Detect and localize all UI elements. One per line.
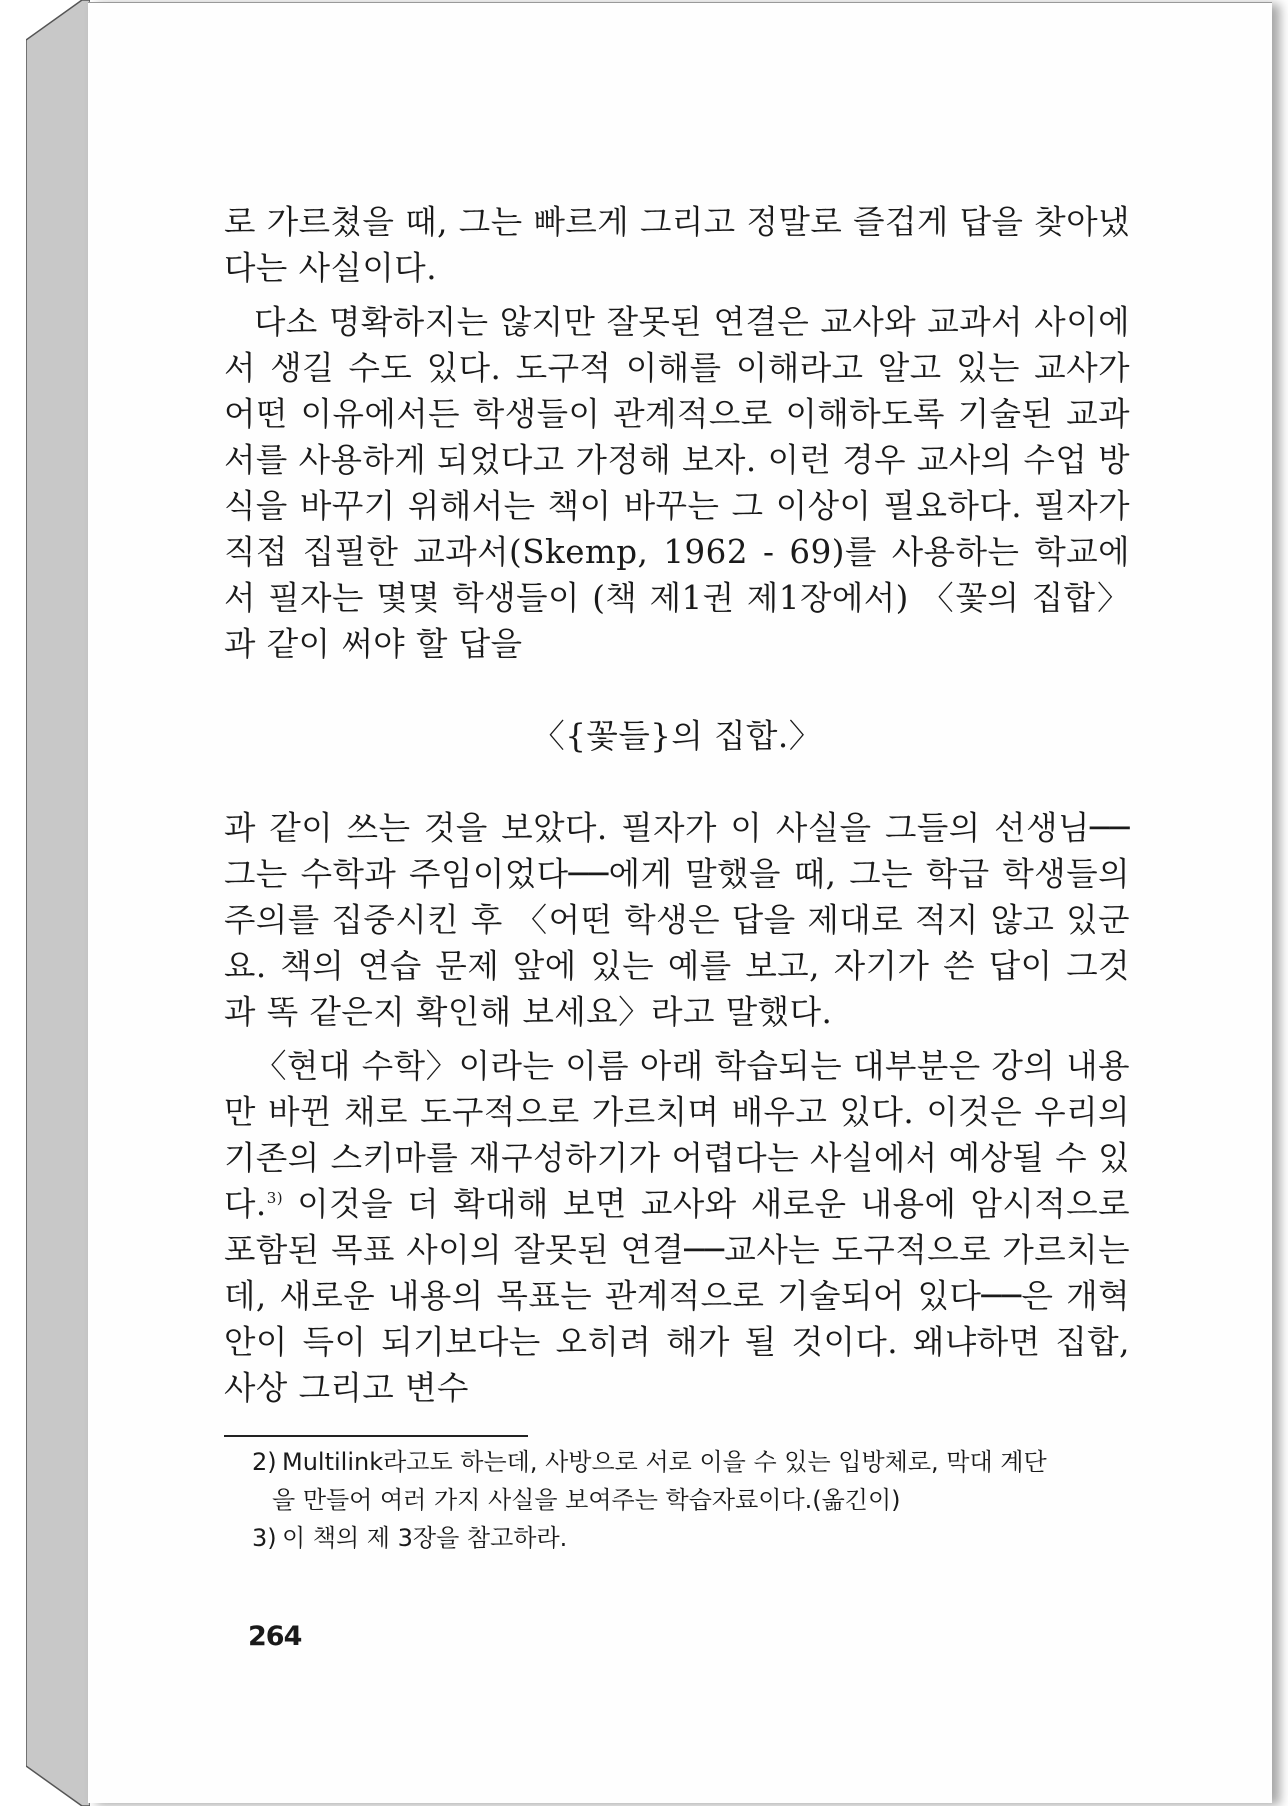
paragraph-3: 과 같이 쓰는 것을 보았다. 필자가 이 사실을 그들의 선생님──그는 수학과 주임이었다──에게 말했을 때, 그는 학급 학생들의 주의를 집중시킨 후 〈어떤 학생은 답을 제대로 적지 않고 있군요. 책의 연습 문제 앞에 있는 예를 보고, 자기가 쓴 답이 그것과 똑 같은지 확인해 보세요〉라고 말했다. xyxy=(224,809,1130,1031)
footnote-text: 이 책의 제 3장을 참고하라. xyxy=(282,1524,568,1552)
footnote-ref-3: 3) xyxy=(266,1189,284,1208)
paragraph-4-part-b: 이것을 더 확대해 보면 교사와 새로운 내용에 암시적으로 포함된 목표 사이의 잘못된 연결──교사는 도구적으로 가르치는데, 새로운 내용의 목표는 관계적으로 기술되어 있다──은 개혁안이 득이 되기보다는 오히려 해가 될 것이다. 왜냐하면 집합, 사상 그리고 변수 xyxy=(224,1185,1130,1407)
centered-example: 〈{꽃들}의 집합.〉 xyxy=(532,717,822,755)
paragraph-2: 다소 명확하지는 않지만 잘못된 연결은 교사와 교과서 사이에서 생길 수도 있다. 도구적 이해를 이해라고 알고 있는 교사가 어떤 이유에서든 학생들이 관계적으로 이해하도록 기술된 교과서를 사용하게 되었다고 가정해 보자. 이런 경우 교사의 수업 방식을 바꾸기 위해서는 책이 바꾸는 그 이상이 필요하다. 필자가 직접 집필한 교과서(Skemp, 1962 - 69)를 사용하는 학교에서 필자는 몇몇 학생들이 (책 제1권 제1장에서) 〈꽃의 집합〉과 같이 써야 할 답을 xyxy=(224,303,1130,663)
paragraph-4 xyxy=(224,1043,1130,1411)
footnotes xyxy=(252,1443,1132,1557)
book-page xyxy=(88,2,1272,1803)
paragraph-4-part-a: 〈현대 수학〉이라는 이름 아래 학습되는 대부분은 강의 내용만 바뀐 채로 도구적으로 가르치며 배우고 있다. 이것은 우리의 기존의 스키마를 재구성하기가 어렵다는 사실에서 예상될 수 있다. xyxy=(224,1047,1130,1223)
footnote-number: 3) xyxy=(252,1524,277,1552)
book-spine xyxy=(26,0,90,1806)
footnote-3 xyxy=(252,1519,1132,1557)
footnote-text: Multilink라고도 하는데, 사방으로 서로 이을 수 있는 입방체로, 막대 계단 xyxy=(282,1448,1047,1476)
paragraph-1: 로 가르쳤을 때, 그는 빠르게 그리고 정말로 즐겁게 답을 찾아냈다는 사실이다. xyxy=(224,203,1130,287)
footnote-2 xyxy=(252,1443,1132,1481)
page-number: 264 xyxy=(248,1621,302,1652)
footnote-number: 2) xyxy=(252,1448,277,1476)
footnote-divider xyxy=(224,1435,528,1437)
footnote-2-continued: 을 만들어 여러 가지 사실을 보여주는 학습자료이다.(옮긴이) xyxy=(272,1486,901,1514)
main-text xyxy=(224,199,1130,1419)
